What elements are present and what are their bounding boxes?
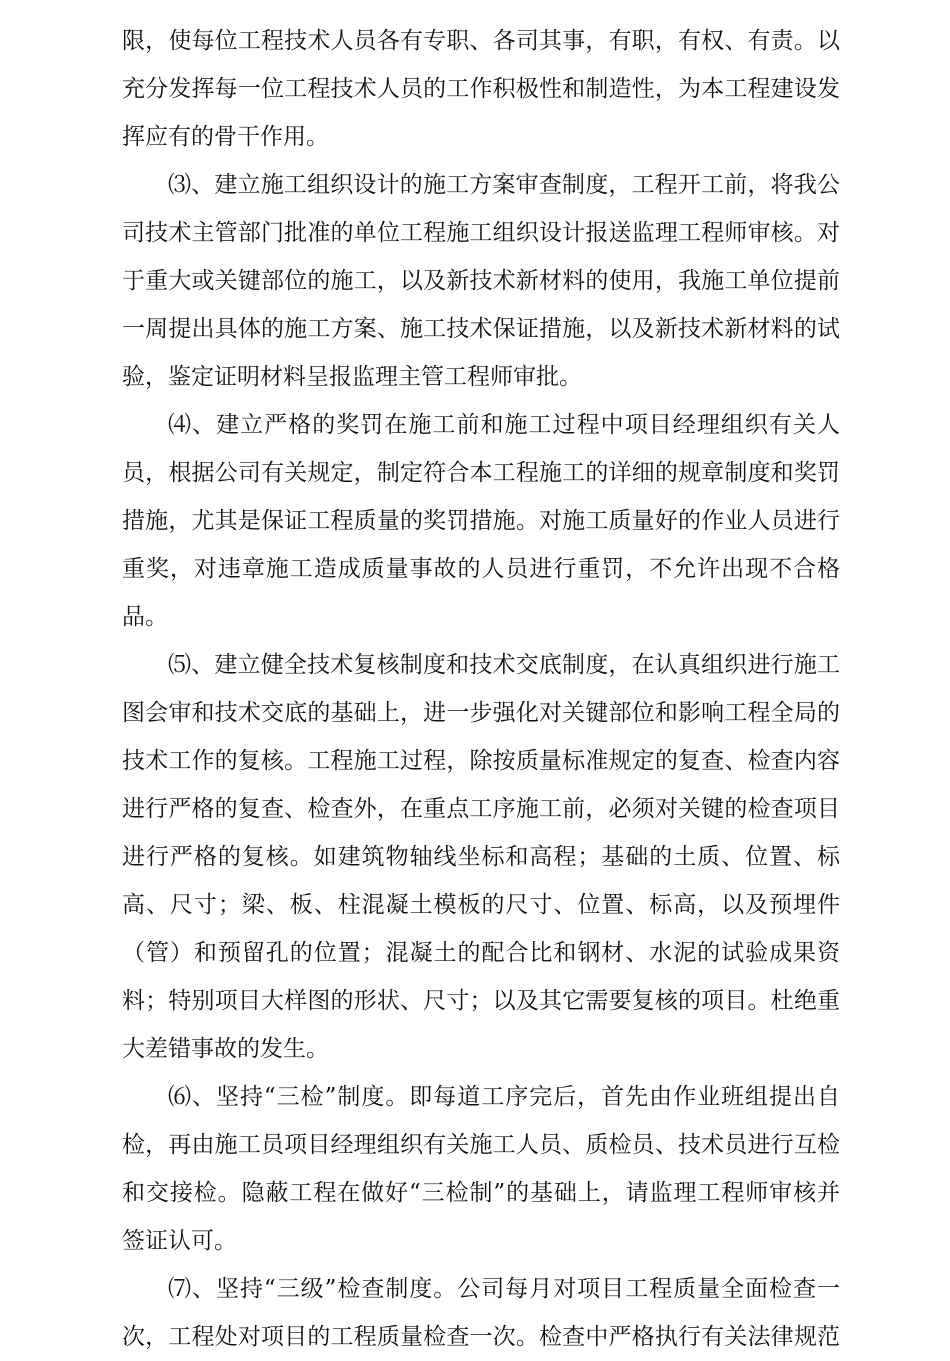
text-line: 进行严格的复核。如建筑物轴线坐标和高程；基础的土质、位置、标 [122, 844, 840, 870]
text-line: 员，根据公司有关规定，制定符合本工程施工的详细的规章制度和奖罚 [122, 460, 840, 486]
paragraph-item-6 [122, 1073, 840, 1265]
text-line: 充分发挥每一位工程技术人员的工作积极性和制造性，为本工程建设发 [122, 76, 840, 102]
text-line: 高、尺寸；梁、板、柱混凝土模板的尺寸、位置、标高，以及预埋件 [122, 892, 840, 918]
text-line: 限，使每位工程技术人员各有专职、各司其事，有职，有权、有责。以 [122, 28, 840, 54]
text-line: 进行严格的复查、检查外，在重点工序施工前，必须对关键的检查项目 [122, 796, 840, 822]
paragraph-item-4 [122, 401, 840, 641]
text-line: 大差错事故的发生。 [122, 1036, 329, 1062]
text-line: ⑹、坚持“三检”制度。即每道工序完后，首先由作业班组提出自 [168, 1084, 840, 1110]
text-line: 品。 [122, 604, 168, 630]
text-line: 技术工作的复核。工程施工过程，除按质量标准规定的复查、检查内容 [122, 748, 840, 774]
paragraph-item-7 [122, 1265, 840, 1361]
text-line: ⑷、建立严格的奖罚在施工前和施工过程中项目经理组织有关人 [168, 412, 840, 438]
text-line: ⑶、建立施工组织设计的施工方案审查制度，工程开工前，将我公 [168, 172, 840, 198]
paragraph-item-3 [122, 161, 840, 401]
text-line: 签证认可。 [122, 1228, 237, 1254]
text-line: 一周提出具体的施工方案、施工技术保证措施，以及新技术新材料的试 [122, 316, 840, 342]
text-line: 检，再由施工员项目经理组织有关施工人员、质检员、技术员进行互检 [122, 1132, 840, 1158]
text-line: 和交接检。隐蔽工程在做好“三检制”的基础上，请监理工程师审核并 [122, 1180, 840, 1206]
text-line: 司技术主管部门批准的单位工程施工组织设计报送监理工程师审核。对 [122, 220, 840, 246]
text-line: 重奖，对违章施工造成质量事故的人员进行重罚，不允许出现不合格 [122, 556, 840, 582]
text-line: 于重大或关键部位的施工，以及新技术新材料的使用，我施工单位提前 [122, 268, 840, 294]
text-line: 措施，尤其是保证工程质量的奖罚措施。对施工质量好的作业人员进行 [122, 508, 840, 534]
text-line: 料；特别项目大样图的形状、尺寸；以及其它需要复核的项目。杜绝重 [122, 988, 840, 1014]
text-line: ⑸、建立健全技术复核制度和技术交底制度，在认真组织进行施工 [168, 652, 840, 678]
paragraph-continuation [122, 17, 840, 161]
text-line: （管）和预留孔的位置；混凝土的配合比和钢材、水泥的试验成果资 [122, 940, 840, 966]
document-body [122, 17, 840, 1361]
text-line: 图会审和技术交底的基础上，进一步强化对关键部位和影响工程全局的 [122, 700, 840, 726]
paragraph-item-5 [122, 641, 840, 1073]
text-line: ⑺、坚持“三级”检查制度。公司每月对项目工程质量全面检查一 [168, 1276, 840, 1302]
text-line: 验，鉴定证明材料呈报监理主管工程师审批。 [122, 364, 582, 390]
text-line: 次，工程处对项目的工程质量检查一次。检查中严格执行有关法律规范 [122, 1324, 840, 1350]
text-line: 挥应有的骨干作用。 [122, 124, 329, 150]
